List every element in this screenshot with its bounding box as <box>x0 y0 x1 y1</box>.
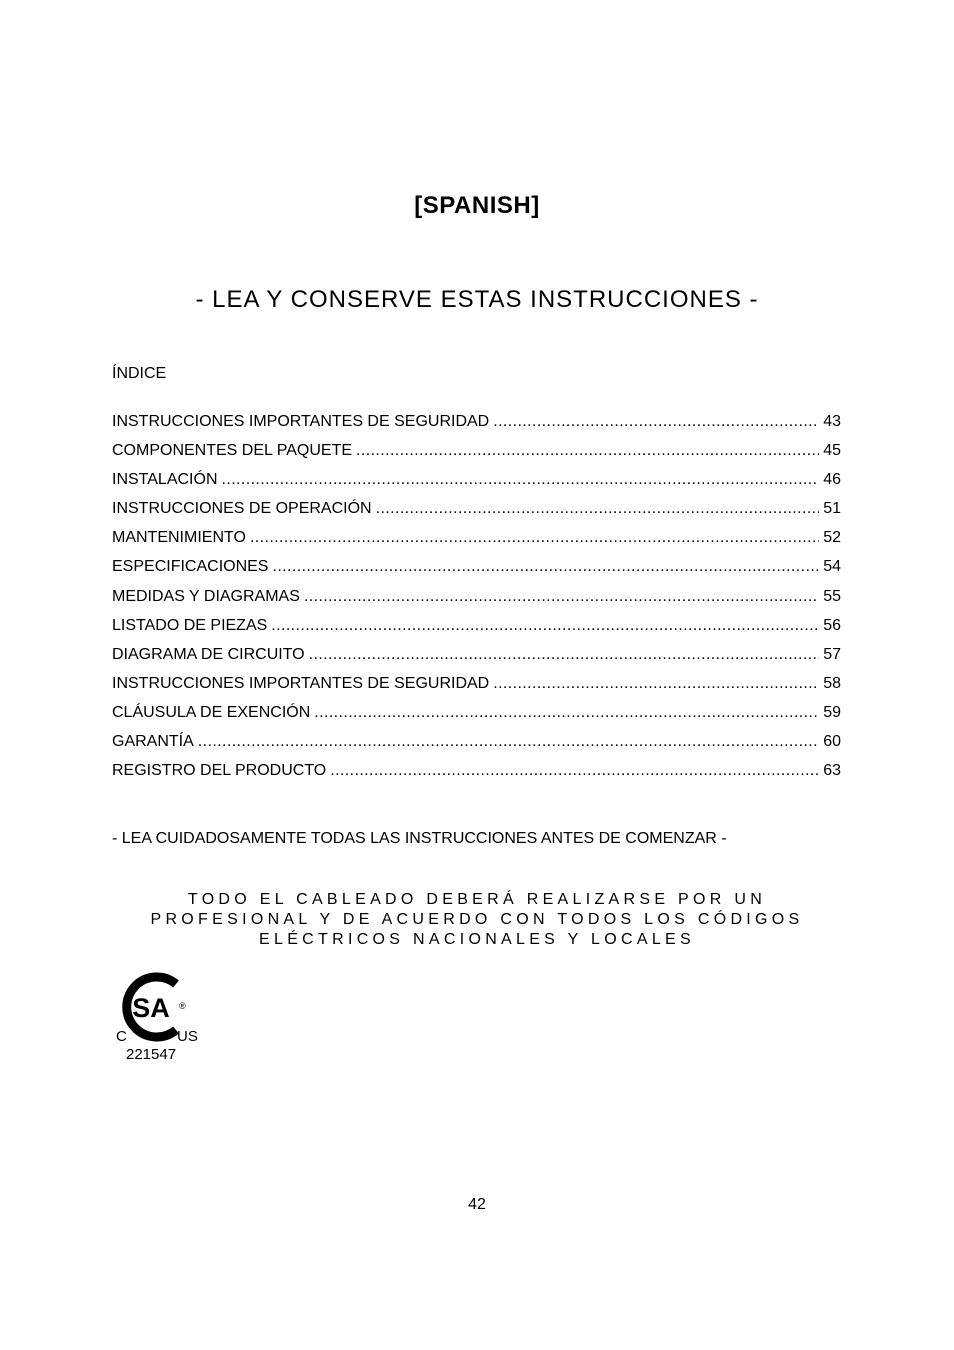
csa-c-mark: C <box>116 1028 127 1045</box>
wiring-warning <box>100 890 854 950</box>
toc-page: 56 <box>823 616 841 634</box>
toc-dot-leader <box>271 616 819 636</box>
toc-title: MANTENIMIENTO <box>112 529 246 547</box>
toc-page: 43 <box>823 413 841 430</box>
csa-logo-letters: SA <box>132 993 170 1023</box>
instruction-note: - LEA CUIDADOSAMENTE TODAS LAS INSTRUCCIONES ANTES DE COMENZAR - <box>112 830 727 847</box>
wiring-warning-line: PROFESIONAL Y DE ACUERDO CON TODOS LOS CÓDIGOS <box>150 911 804 928</box>
toc-dot-leader <box>376 499 820 519</box>
toc-title: INSTRUCCIONES IMPORTANTES DE SEGURIDAD <box>112 674 490 692</box>
csa-registered-mark: ® <box>179 1001 186 1011</box>
toc-entry <box>112 412 841 441</box>
toc-page: 63 <box>823 762 841 780</box>
toc-page: 57 <box>823 645 841 663</box>
toc-title: DIAGRAMA DE CIRCUITO <box>112 645 305 663</box>
wiring-warning-line: ELÉCTRICOS NACIONALES Y LOCALES <box>259 931 695 948</box>
toc-dot-leader <box>356 441 819 461</box>
toc-title: CLÁUSULA DE EXENCIÓN <box>112 703 311 721</box>
toc-dot-leader <box>493 412 819 432</box>
page-number: 42 <box>468 1196 486 1213</box>
toc-dot-leader <box>493 674 819 694</box>
toc-page: 45 <box>823 442 841 460</box>
toc-dot-leader <box>309 645 820 665</box>
toc-title: INSTRUCCIONES IMPORTANTES DE SEGURIDAD <box>112 413 490 430</box>
toc-entry <box>112 470 841 499</box>
toc-title: INSTALACIÓN <box>112 471 218 489</box>
toc-page: 51 <box>823 500 841 518</box>
toc-page: 52 <box>823 529 841 547</box>
main-heading: - LEA Y CONSERVE ESTAS INSTRUCCIONES - <box>195 286 759 313</box>
toc-entry <box>112 761 841 790</box>
toc-dot-leader <box>304 587 819 607</box>
toc-dot-leader <box>330 761 819 781</box>
toc-page: 60 <box>823 733 841 751</box>
toc-title: GARANTÍA <box>112 733 194 751</box>
toc-dot-leader <box>250 528 819 548</box>
table-of-contents <box>112 412 841 790</box>
toc-entry <box>112 441 841 470</box>
csa-us-mark: US <box>177 1028 198 1045</box>
toc-page: 54 <box>823 558 841 576</box>
toc-entry <box>112 528 841 557</box>
toc-dot-leader <box>314 703 819 723</box>
toc-entry <box>112 674 841 703</box>
toc-entry <box>112 645 841 674</box>
toc-dot-leader <box>272 557 819 577</box>
toc-page: 55 <box>823 587 841 605</box>
csa-certification-icon <box>113 972 207 1066</box>
toc-title: COMPONENTES DEL PAQUETE <box>112 442 353 460</box>
toc-title: MEDIDAS Y DIAGRAMAS <box>112 587 300 605</box>
toc-page: 46 <box>823 471 841 489</box>
toc-page: 58 <box>823 674 841 692</box>
toc-entry <box>112 703 841 732</box>
toc-entry <box>112 587 841 616</box>
toc-entry <box>112 732 841 761</box>
toc-entry <box>112 499 841 528</box>
wiring-warning-line: TODO EL CABLEADO DEBERÁ REALIZARSE POR UN <box>187 891 767 908</box>
toc-dot-leader <box>222 470 820 490</box>
toc-title: LISTADO DE PIEZAS <box>112 616 268 634</box>
toc-label: ÍNDICE <box>112 365 167 382</box>
toc-entry <box>112 616 841 645</box>
toc-dot-leader <box>198 732 819 752</box>
toc-title: ESPECIFICACIONES <box>112 558 269 576</box>
certification-number: 221547 <box>126 1046 177 1063</box>
language-heading: [SPANISH] <box>414 192 540 219</box>
toc-page: 59 <box>823 703 841 721</box>
toc-title: REGISTRO DEL PRODUCTO <box>112 762 327 780</box>
toc-title: INSTRUCCIONES DE OPERACIÓN <box>112 500 372 518</box>
toc-entry <box>112 557 841 586</box>
